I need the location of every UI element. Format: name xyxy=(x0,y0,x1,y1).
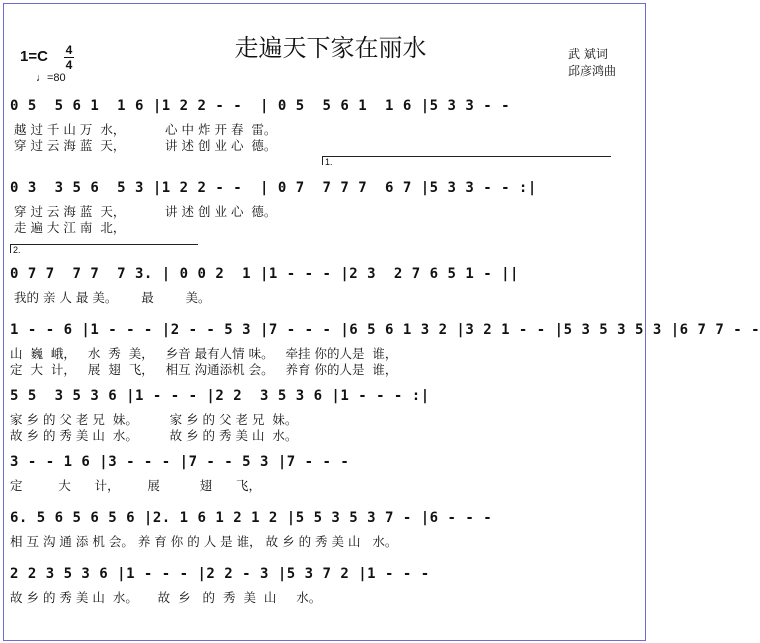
notation-line: 6. 5 6 5 6 5 6 |2. 1 6 1 2 1 2 |5 5 3 5 3 7 - |6 - - - xyxy=(10,510,493,526)
notation-line: 0 7 7 7 7 7 3. | 0 0 2 1 |1 - - - |2 3 2 7 6 5 1 - || xyxy=(10,266,519,282)
lyric-verse-2: 穿 过 云 海 蓝 天， 讲 述 创 业 心 德。 xyxy=(10,138,277,153)
song-title: 走遍天下家在丽水 xyxy=(234,34,427,62)
tempo-marking: ♩=80 xyxy=(36,72,66,84)
credits xyxy=(568,46,616,80)
time-signature-bottom: 4 xyxy=(65,58,73,72)
key-signature: 1=C xyxy=(20,48,48,65)
first-ending-bracket: 1. xyxy=(322,156,611,165)
notation-line: 2 2 3 5 3 6 |1 - - - |2 2 - 3 |5 3 7 2 |1 - - - xyxy=(10,566,430,582)
lyric-verse-1: 我的 亲 人 最 美。 最 美。 xyxy=(10,290,211,305)
notation-line: 0 3 3 5 6 5 3 |1 2 2 - - | 0 7 7 7 7 6 7 |5 3 3 - - :| xyxy=(10,180,537,196)
lyric-verse-1: 相 互 沟 通 添 机 会。 养 育 你 的 人 是 谁， 故 乡 的 秀 美 山 水。 xyxy=(10,534,398,549)
lyricist: 武 斌词 xyxy=(568,47,608,61)
lyric-verse-1: 故 乡 的 秀 美 山 水。 故 乡 的 秀 美 山 水。 xyxy=(10,590,322,605)
notation-line: 1 - - 6 |1 - - - |2 - - 5 3 |7 - - - |6 5 6 1 3 2 |3 2 1 - - |5 3 5 3 5 3 |6 7 7 - - xyxy=(10,322,760,338)
lyric-verse-1: 定 大 计， 展 翅 飞， xyxy=(10,478,261,493)
lyric-verse-1: 山 巍 峨， 水 秀 美， 乡音 最有人情 味。 牵挂 你的人是 谁， xyxy=(10,346,398,361)
lyric-verse-1: 家 乡 的 父 老 兄 妹。 家 乡 的 父 老 兄 妹。 xyxy=(10,412,298,427)
time-signature xyxy=(64,44,74,71)
lyric-verse-2: 定 大 计， 展 翅 飞， 相互 沟通添机 会。 养育 你的人是 谁， xyxy=(10,362,398,377)
lyric-verse-1: 越 过 千 山 万 水， 心 中 炸 开 春 雷。 xyxy=(10,122,277,137)
notation-line: 3 - - 1 6 |3 - - - |7 - - 5 3 |7 - - - xyxy=(10,454,350,470)
notation-line: 0 5 5 6 1 1 6 |1 2 2 - - | 0 5 5 6 1 1 6 |5 3 3 - - xyxy=(10,98,511,114)
time-signature-top: 4 xyxy=(65,43,73,57)
composer: 邱彦鸿曲 xyxy=(568,64,617,78)
lyric-verse-1: 穿 过 云 海 蓝 天， 讲 述 创 业 心 德。 xyxy=(10,204,277,219)
lyric-verse-2: 走 遍 大 江 南 北， xyxy=(10,220,126,235)
notation-line: 5 5 3 5 3 6 |1 - - - |2 2 3 5 3 6 |1 - - - :| xyxy=(10,388,430,404)
second-ending-bracket: 2. xyxy=(10,244,198,253)
lyric-verse-2: 故 乡 的 秀 美 山 水。 故 乡 的 秀 美 山 水。 xyxy=(10,428,298,443)
